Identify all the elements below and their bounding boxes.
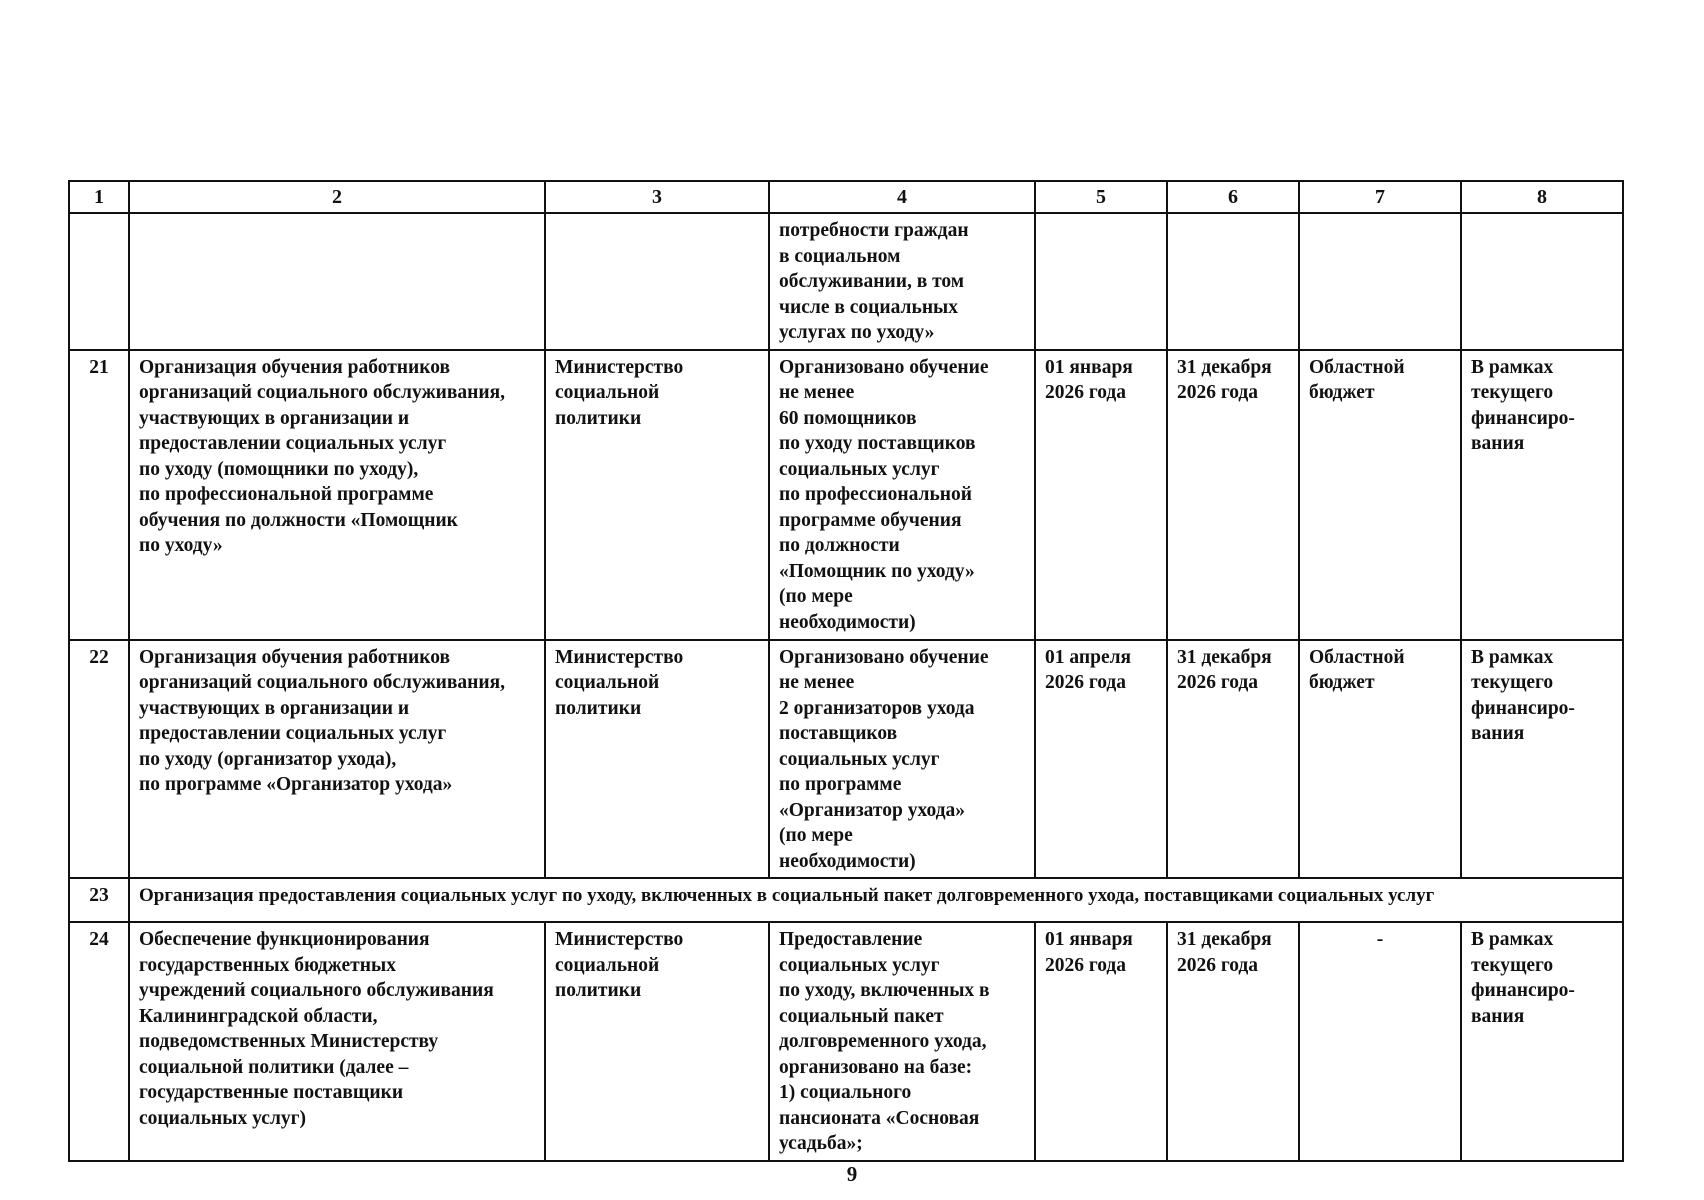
header-cell: 4 bbox=[769, 181, 1035, 213]
row-number bbox=[69, 213, 129, 350]
header-cell: 8 bbox=[1461, 181, 1623, 213]
plan-table bbox=[68, 180, 1624, 1162]
document-sheet bbox=[68, 180, 1622, 1162]
funding-volume-cell bbox=[1461, 213, 1623, 350]
header-cell: 7 bbox=[1299, 181, 1461, 213]
start-date-cell: 01 апреля 2026 года bbox=[1035, 640, 1167, 879]
table-row bbox=[69, 640, 1623, 879]
header-cell: 2 bbox=[129, 181, 545, 213]
header-cell: 5 bbox=[1035, 181, 1167, 213]
table-row bbox=[69, 922, 1623, 1161]
start-date-cell bbox=[1035, 213, 1167, 350]
executor-cell bbox=[545, 213, 769, 350]
row-number: 22 bbox=[69, 640, 129, 879]
funding-source-cell bbox=[1299, 213, 1461, 350]
end-date-cell: 31 декабря 2026 года bbox=[1167, 922, 1299, 1161]
funding-source-cell: - bbox=[1299, 922, 1461, 1161]
executor-cell: Министерство социальной политики bbox=[545, 640, 769, 879]
funding-volume-cell: В рамках текущего финансиро- вания bbox=[1461, 640, 1623, 879]
start-date-cell: 01 января 2026 года bbox=[1035, 922, 1167, 1161]
table-row bbox=[69, 350, 1623, 640]
end-date-cell bbox=[1167, 213, 1299, 350]
table-row bbox=[69, 213, 1623, 350]
header-cell: 6 bbox=[1167, 181, 1299, 213]
activity-cell: Организация обучения работников организаций социального обслуживания, участвующих в организации и предоставлении социальных услуг по уходу (организатор ухода), по программе «Организатор ухода» bbox=[129, 640, 545, 879]
result-cell: потребности граждан в социальном обслуживании, в том числе в социальных услугах по уходу» bbox=[769, 213, 1035, 350]
funding-volume-cell: В рамках текущего финансиро- вания bbox=[1461, 922, 1623, 1161]
end-date-cell: 31 декабря 2026 года bbox=[1167, 350, 1299, 640]
row-number: 24 bbox=[69, 922, 129, 1161]
funding-source-cell: Областной бюджет bbox=[1299, 640, 1461, 879]
executor-cell: Министерство социальной политики bbox=[545, 922, 769, 1161]
section-title-cell: Организация предоставления социальных услуг по уходу, включенных в социальный пакет долговременного ухода, поставщиками социальных услуг bbox=[129, 878, 1623, 922]
end-date-cell: 31 декабря 2026 года bbox=[1167, 640, 1299, 879]
page-number: 9 bbox=[846, 1162, 858, 1186]
section-row bbox=[69, 878, 1623, 922]
funding-volume-cell: В рамках текущего финансиро- вания bbox=[1461, 350, 1623, 640]
header-cell: 3 bbox=[545, 181, 769, 213]
header-cell: 1 bbox=[69, 181, 129, 213]
header-row bbox=[69, 181, 1623, 213]
start-date-cell: 01 января 2026 года bbox=[1035, 350, 1167, 640]
row-number: 23 bbox=[69, 878, 129, 922]
result-cell: Организовано обучение не менее 60 помощников по уходу поставщиков социальных услуг по профессиональной программе обучения по должности «Помощник по уходу» (по мере необходимости) bbox=[769, 350, 1035, 640]
activity-cell: Обеспечение функционирования государственных бюджетных учреждений социального обслуживания Калининградской области, подведомственных Министерству социальной политики (далее – государственные поставщики социальных услуг) bbox=[129, 922, 545, 1161]
executor-cell: Министерство социальной политики bbox=[545, 350, 769, 640]
result-cell: Предоставление социальных услуг по уходу, включенных в социальный пакет долговременного ухода, организовано на базе: 1) социального пансионата «Сосновая усадьба»; bbox=[769, 922, 1035, 1161]
result-cell: Организовано обучение не менее 2 организаторов ухода поставщиков социальных услуг по программе «Организатор ухода» (по мере необходимости) bbox=[769, 640, 1035, 879]
funding-source-cell: Областной бюджет bbox=[1299, 350, 1461, 640]
activity-cell bbox=[129, 213, 545, 350]
row-number: 21 bbox=[69, 350, 129, 640]
activity-cell: Организация обучения работников организаций социального обслуживания, участвующих в организации и предоставлении социальных услуг по уходу (помощники по уходу), по профессиональной программе обучения по должности «Помощник по уходу» bbox=[129, 350, 545, 640]
